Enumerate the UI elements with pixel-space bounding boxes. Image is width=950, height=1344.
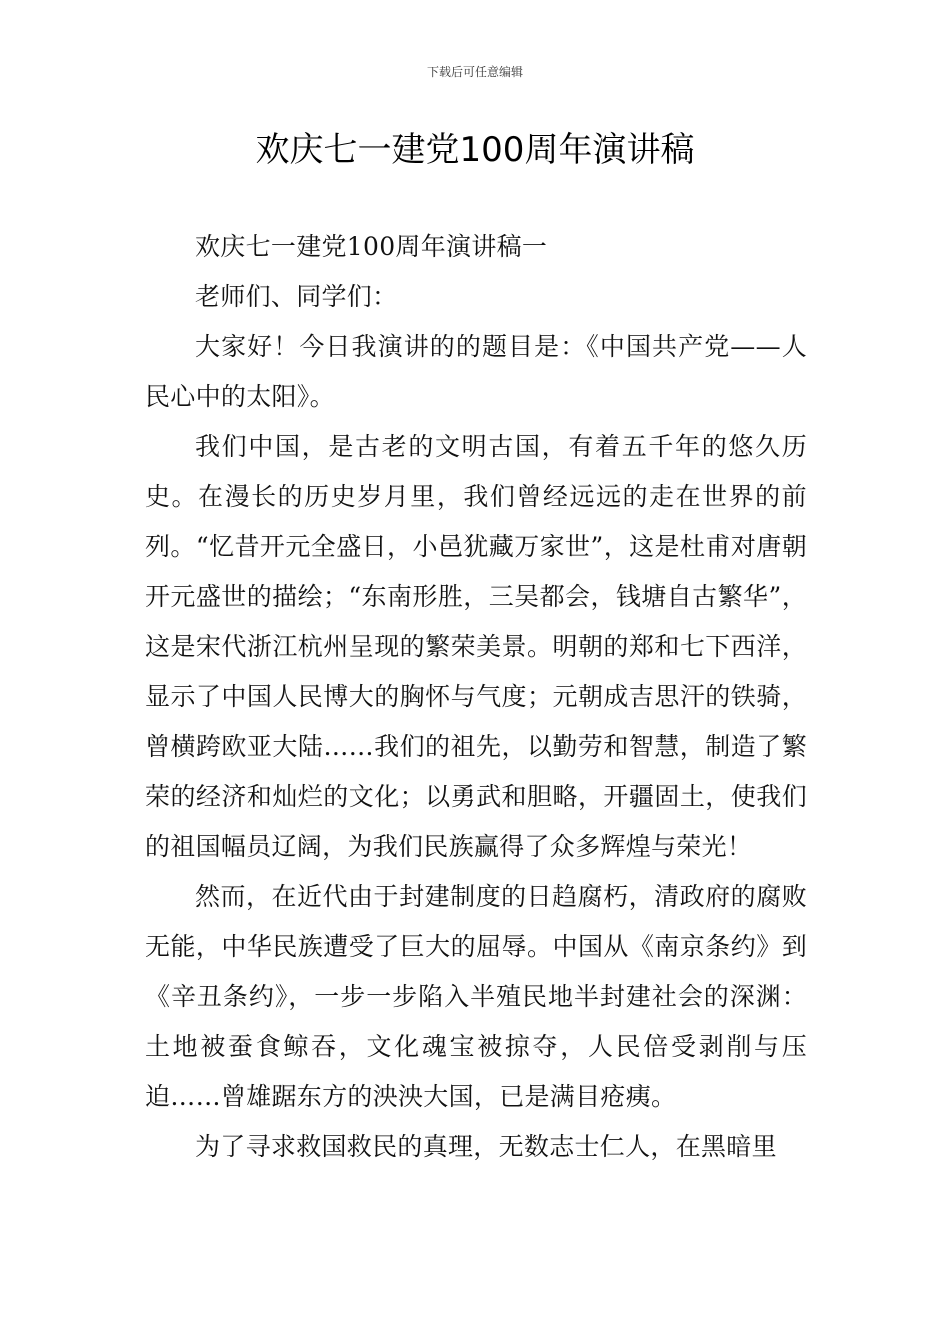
body-paragraph-subtitle: 欢庆七一建党100周年演讲稿一 [195, 232, 548, 261]
document-title: 欢庆七一建党100周年演讲稿 [255, 130, 695, 170]
body-paragraph-salutation: 老师们、同学们： [195, 282, 398, 311]
body-paragraph: 大家好！今日我演讲的的题目是：《中国共产党——人民心中的太阳》。 [145, 332, 807, 411]
header-note: 下载后可任意编辑 [426, 65, 523, 79]
body-paragraph: 然而，在近代由于封建制度的日趋腐朽，清政府的腐败无能，中华民族遭受了巨大的屈辱。中国从《南京条约》到《辛丑条约》，一步一步陷入半殖民地半封建社会的深渊：土地被蚕食鲸吞，文化魂宝被掠夺，人民倍受剥削与压迫……曾雄踞东方的泱泱大国，已是满目疮痍。 [145, 882, 807, 1111]
body-paragraph: 我们中国，是古老的文明古国，有着五千年的悠久历史。在漫长的历史岁月里，我们曾经远远的走在世界的前列。“忆昔开元全盛日，小邑犹藏万家世”，这是杜甫对唐朝开元盛世的描绘；“东南形胜，三吴都会，钱塘自古繁华”，这是宋代浙江杭州呈现的繁荣美景。明朝的郑和七下西洋，显示了中国人民博大的胸怀与气度；元朝成吉思汗的铁骑，曾横跨欧亚大陆……我们的祖先，以勤劳和智慧，制造了繁荣的经济和灿烂的文化；以勇武和胆略，开疆固土，使我们的祖国幅员辽阔，为我们民族赢得了众多辉煌与荣光！ [145, 432, 807, 861]
body-paragraph: 为了寻求救国救民的真理，无数志士仁人，在黑暗里 [195, 1132, 777, 1161]
document-body [145, 222, 807, 1172]
